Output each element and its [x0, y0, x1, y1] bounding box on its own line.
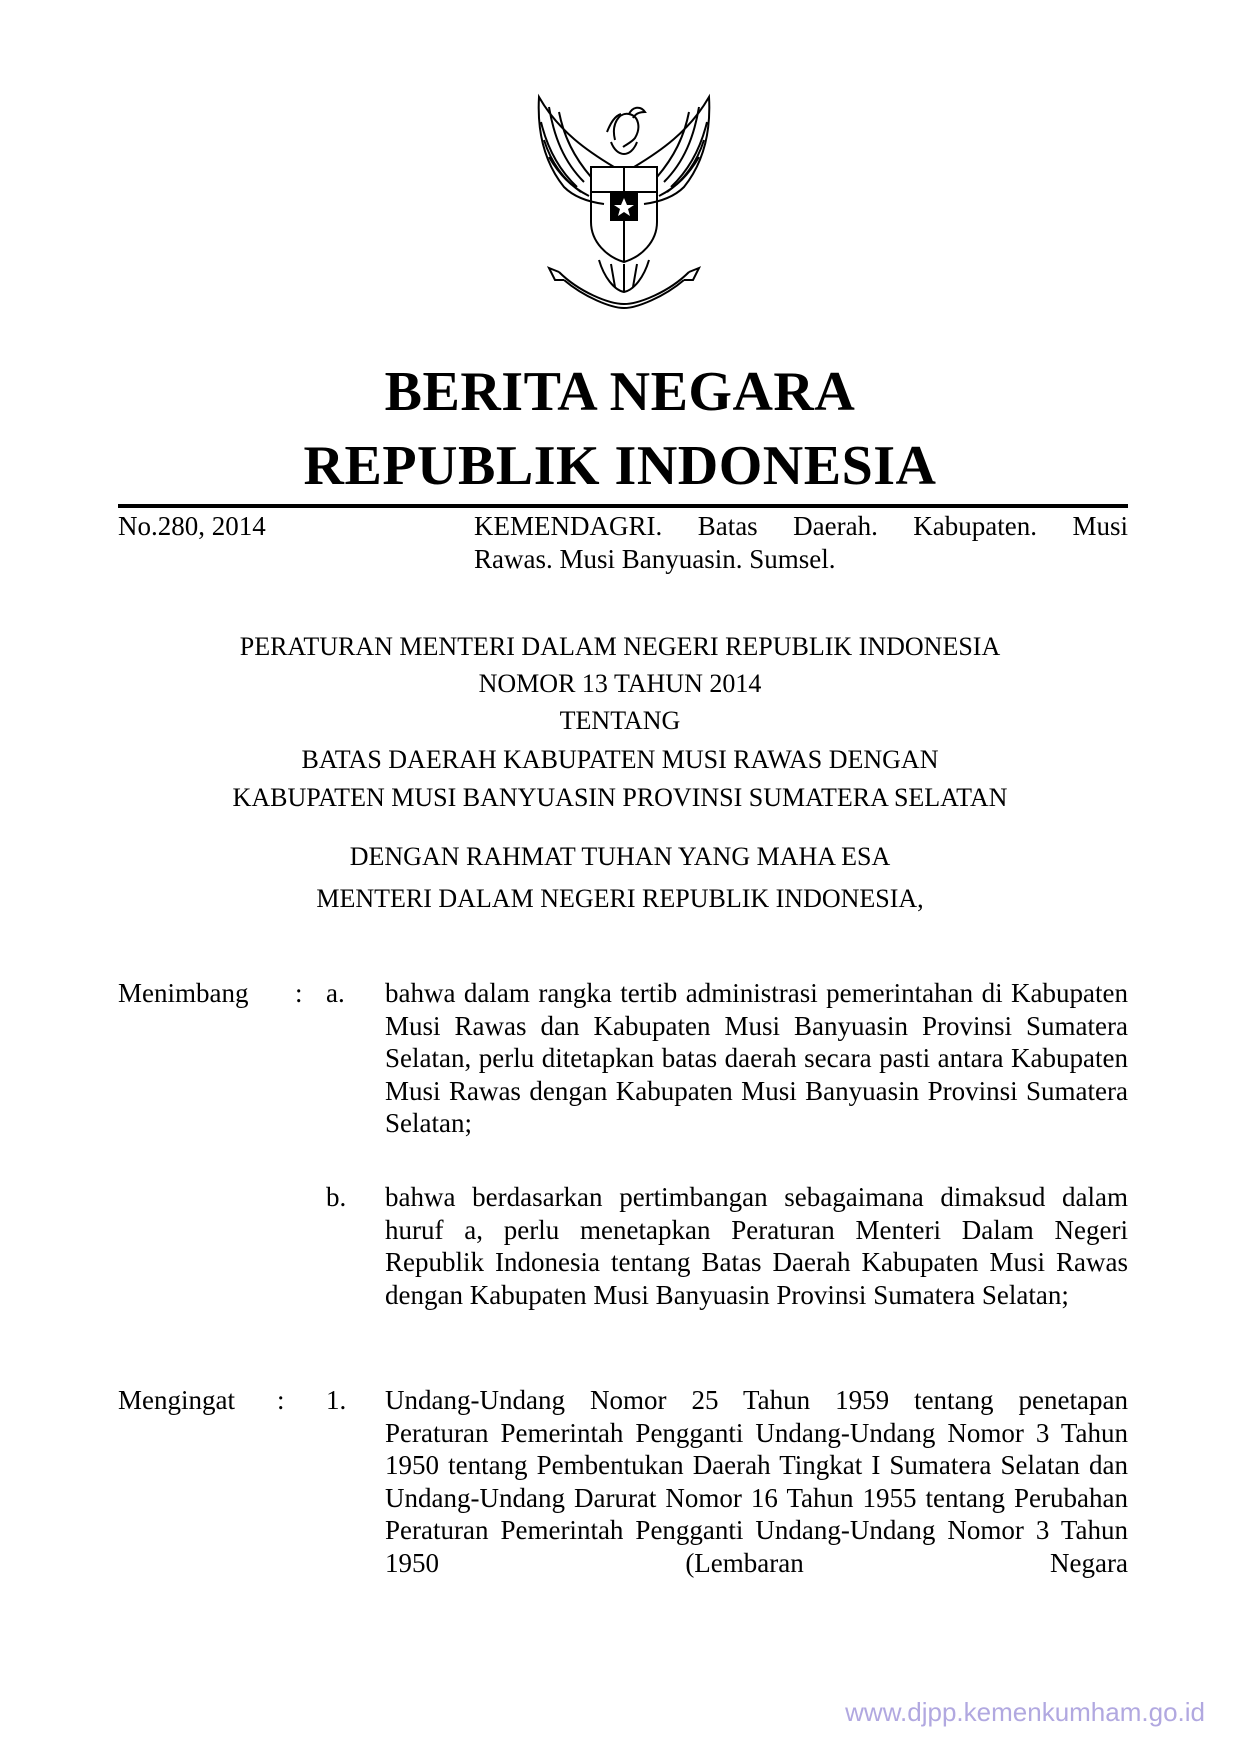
- title-divider: [118, 504, 1128, 508]
- regulation-subject-line1: BATAS DAERAH KABUPATEN MUSI RAWAS DENGAN: [301, 745, 939, 774]
- garuda-emblem-icon: [519, 92, 729, 312]
- mengingat-label: Mengingat: [118, 1385, 235, 1415]
- gazette-number: No.280, 2014: [118, 511, 266, 541]
- menimbang-a-marker: a.: [326, 978, 345, 1008]
- gazette-subject-line1: KEMENDAGRI. Batas Daerah. Kabupaten. Musi: [474, 511, 1128, 541]
- gazette-title-line1: BERITA NEGARA: [384, 361, 856, 423]
- menimbang-b-text: bahwa berdasarkan pertimbangan sebagaimana dimaksud dalam huruf a, perlu menetapkan Peraturan Menteri Dalam Negeri Republik Indonesia tentang Batas Daerah Kabupaten Musi Rawas dengan Kabupaten Musi Banyuasin Provinsi Sumatera Selatan;: [385, 1182, 1128, 1310]
- mengingat-1-text: Undang-Undang Nomor 25 Tahun 1959 tentang penetapan Peraturan Pemerintah Pengganti Undang-Undang Nomor 3 Tahun 1950 tentang Pembentukan Daerah Tingkat I Sumatera Selatan dan Undang-Undang Darurat Nomor 16 Tahun 1955 tentang Perubahan Peraturan Pemerintah Pengganti Undang-Undang Nomor 3 Tahun 1950 (Lembaran Negara: [385, 1385, 1128, 1578]
- menimbang-colon: :: [295, 978, 303, 1008]
- regulation-number: NOMOR 13 TAHUN 2014: [478, 669, 762, 698]
- menimbang-b-marker: b.: [326, 1182, 347, 1212]
- regulation-about: TENTANG: [559, 706, 681, 735]
- watermark-url: www.djpp.kemenkumham.go.id: [845, 1697, 1205, 1727]
- invocation: DENGAN RAHMAT TUHAN YANG MAHA ESA: [349, 842, 891, 871]
- mengingat-1-marker: 1.: [326, 1385, 347, 1415]
- gazette-title-line2: REPUBLIK INDONESIA: [303, 435, 937, 497]
- minister-heading: MENTERI DALAM NEGERI REPUBLIK INDONESIA,: [316, 884, 924, 913]
- regulation-title: PERATURAN MENTERI DALAM NEGERI REPUBLIK INDONESIA: [239, 632, 1001, 661]
- menimbang-label: Menimbang: [118, 978, 249, 1008]
- menimbang-a-text: bahwa dalam rangka tertib administrasi pemerintahan di Kabupaten Musi Rawas dan Kabupaten Musi Banyuasin Provinsi Sumatera Selatan, perlu ditetapkan batas daerah secara pasti antara Kabupaten Musi Rawas dengan Kabupaten Musi Banyuasin Provinsi Sumatera Selatan;: [385, 978, 1128, 1138]
- mengingat-colon: :: [277, 1385, 285, 1415]
- gazette-subject-line2: Rawas. Musi Banyuasin. Sumsel.: [474, 544, 836, 574]
- regulation-subject-line2: KABUPATEN MUSI BANYUASIN PROVINSI SUMATERA SELATAN: [232, 783, 1008, 812]
